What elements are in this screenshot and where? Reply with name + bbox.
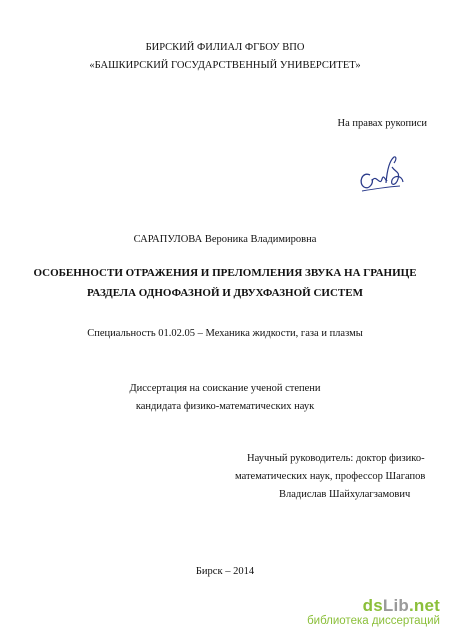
watermark-subtitle: библиотека диссертаций [307,615,440,627]
institution-line-1: БИРСКИЙ ФИЛИАЛ ФГБОУ ВПО [145,42,305,53]
supervisor-line-1: Научный руководитель: доктор физико- [247,453,425,464]
thesis-title-line-1: ОСОБЕННОСТИ ОТРАЖЕНИЯ И ПРЕЛОМЛЕНИЯ ЗВУКА НА ГРАНИЦЕ [33,267,417,279]
degree-line-2: кандидата физико-математических наук [135,401,315,412]
author-name: САРАПУЛОВА Вероника Владимировна [133,234,317,245]
place-year: Бирск – 2014 [195,566,255,577]
watermark-logo: dsLib.net [362,596,440,615]
supervisor-line-2: математических наук, профессор Шагапов [235,471,426,482]
manuscript-note: На правах рукописи [337,118,427,129]
watermark[interactable] [307,597,440,628]
supervisor-line-3: Владислав Шайхулагзамович [279,489,411,500]
specialty: Специальность 01.02.05 – Механика жидкости, газа и плазмы [87,328,363,339]
degree-line-1: Диссертация на соискание ученой степени [129,383,321,394]
thesis-title-line-2: РАЗДЕЛА ОДНОФАЗНОЙ И ДВУХФАЗНОЙ СИСТЕМ [87,287,363,299]
institution-line-2: «БАШКИРСКИЙ ГОСУДАРСТВЕННЫЙ УНИВЕРСИТЕТ» [89,60,361,71]
handwritten-signature [356,153,408,197]
